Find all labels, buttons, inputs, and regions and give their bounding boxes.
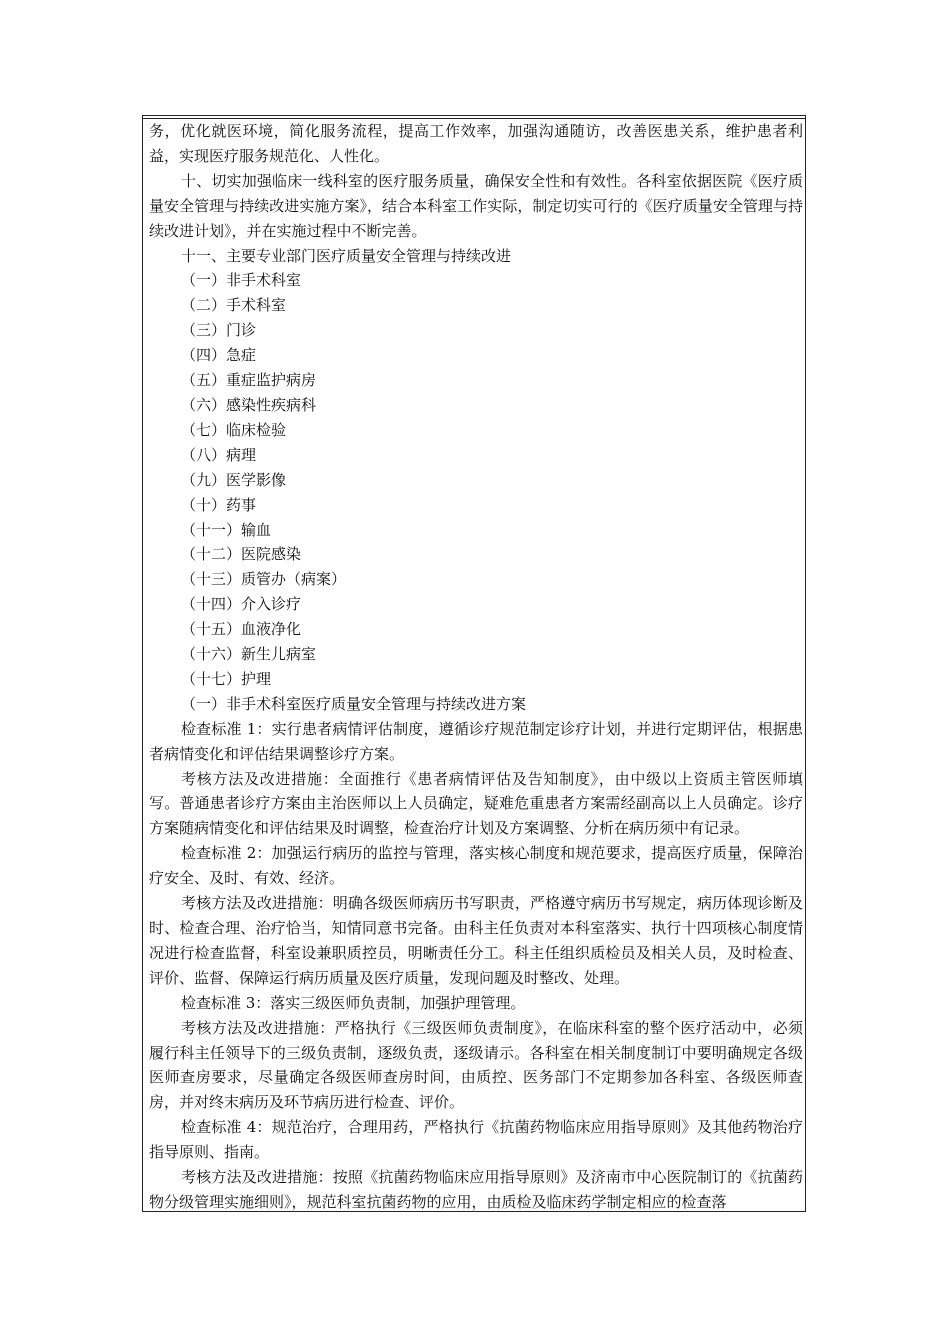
- list-item: （十六）新生儿病室: [181, 645, 317, 664]
- list-item: （九）医学影像: [181, 470, 287, 489]
- paragraph: 考核方法及改进措施：全面推行《患者病情评估及告知制度》，由中级以上资质主管医师填写。普通患者诊疗方案由主治医师以上人员确定，疑难危重患者方案需经副高以上人员确定。诊疗方案随病情变化和评估结果及时调整，检查治疗计划及方案调整、分析在病历须中有记录。: [149, 769, 803, 838]
- list-item: （八）病理: [181, 445, 257, 464]
- subsection-heading: （一）非手术科室医疗质量安全管理与持续改进方案: [181, 694, 527, 713]
- list-item: （七）临床检验: [181, 420, 287, 439]
- paragraph: 检查标准 4：规范治疗，合理用药，严格执行《抗菌药物临床应用指导原则》及其他药物治疗指导原则、指南。: [149, 1118, 803, 1162]
- section-ten-paragraph: 十、切实加强临床一线科室的医疗服务质量，确保安全性和有效性。各科室依据医院《医疗质量安全管理与持续改进实施方案》，结合本科室工作实际，制定切实可行的《医疗质量安全管理与持续改进计划》，并在实施过程中不断完善。: [149, 171, 803, 240]
- list-item: （一）非手术科室: [181, 271, 302, 290]
- list-item: （十）药事: [181, 495, 257, 514]
- section-eleven-heading: 十一、主要专业部门医疗质量安全管理与持续改进: [181, 246, 512, 265]
- document-body: [149, 119, 803, 1215]
- list-item: （十三）质管办（病案）: [181, 570, 347, 589]
- list-item: （十二）医院感染: [181, 545, 302, 564]
- list-item: （三）门诊: [181, 321, 257, 340]
- paragraph: 考核方法及改进措施：明确各级医师病历书写职责，严格遵守病历书写规定，病历体现诊断及时、检查合理、治疗恰当，知情同意书完备。由科主任负责对本科室落实、执行十四项核心制度情况进行检查监督，科室设兼职质控员，明晰责任分工。科主任组织质检员及相关人员，及时检查、评价、监督、保障运行病历质量及医疗质量，发现问题及时整改、处理。: [149, 894, 803, 987]
- list-item: （十一）输血: [181, 520, 272, 539]
- paragraph: 检查标准 3：落实三级医师负责制，加强护理管理。: [181, 993, 526, 1012]
- list-item: （四）急症: [181, 346, 257, 365]
- paragraph: 检查标准 2：加强运行病历的监控与管理，落实核心制度和规范要求，提高医疗质量，保障治疗安全、及时、有效、经济。: [149, 844, 803, 888]
- list-item: （十七）护理: [181, 669, 272, 688]
- list-item: （六）感染性疾病科: [181, 395, 317, 414]
- paragraph: 考核方法及改进措施：严格执行《三级医师负责制度》，在临床科室的整个医疗活动中，必须履行科主任领导下的三级负责制，逐级负责，逐级请示。各科室在相关制度制订中要明确规定各级医师查房要求，尽量确定各级医师查房时间，由质控、医务部门不定期参加各科室、各级医师查房，并对终末病历及环节病历进行检查、评价。: [149, 1018, 803, 1112]
- list-item: （二）手术科室: [181, 296, 287, 315]
- paragraph: 考核方法及改进措施：按照《抗菌药物临床应用指导原则》及济南市中心医院制订的《抗菌药物分级管理实施细则》，规范科室抗菌药物的应用，由质检及临床药学制定相应的检查落: [149, 1168, 803, 1211]
- paragraph: 务，优化就医环境，简化服务流程，提高工作效率，加强沟通随访，改善医患关系，维护患者利益，实现医疗服务规范化、人性化。: [149, 122, 803, 165]
- list-item: （十四）介入诊疗: [181, 595, 302, 614]
- list-item: （十五）血液净化: [181, 620, 302, 639]
- paragraph: 检查标准 1：实行患者病情评估制度，遵循诊疗规范制定诊疗计划，并进行定期评估，根据患者病情变化和评估结果调整诊疗方案。: [149, 719, 803, 763]
- list-item: （五）重症监护病房: [181, 371, 317, 390]
